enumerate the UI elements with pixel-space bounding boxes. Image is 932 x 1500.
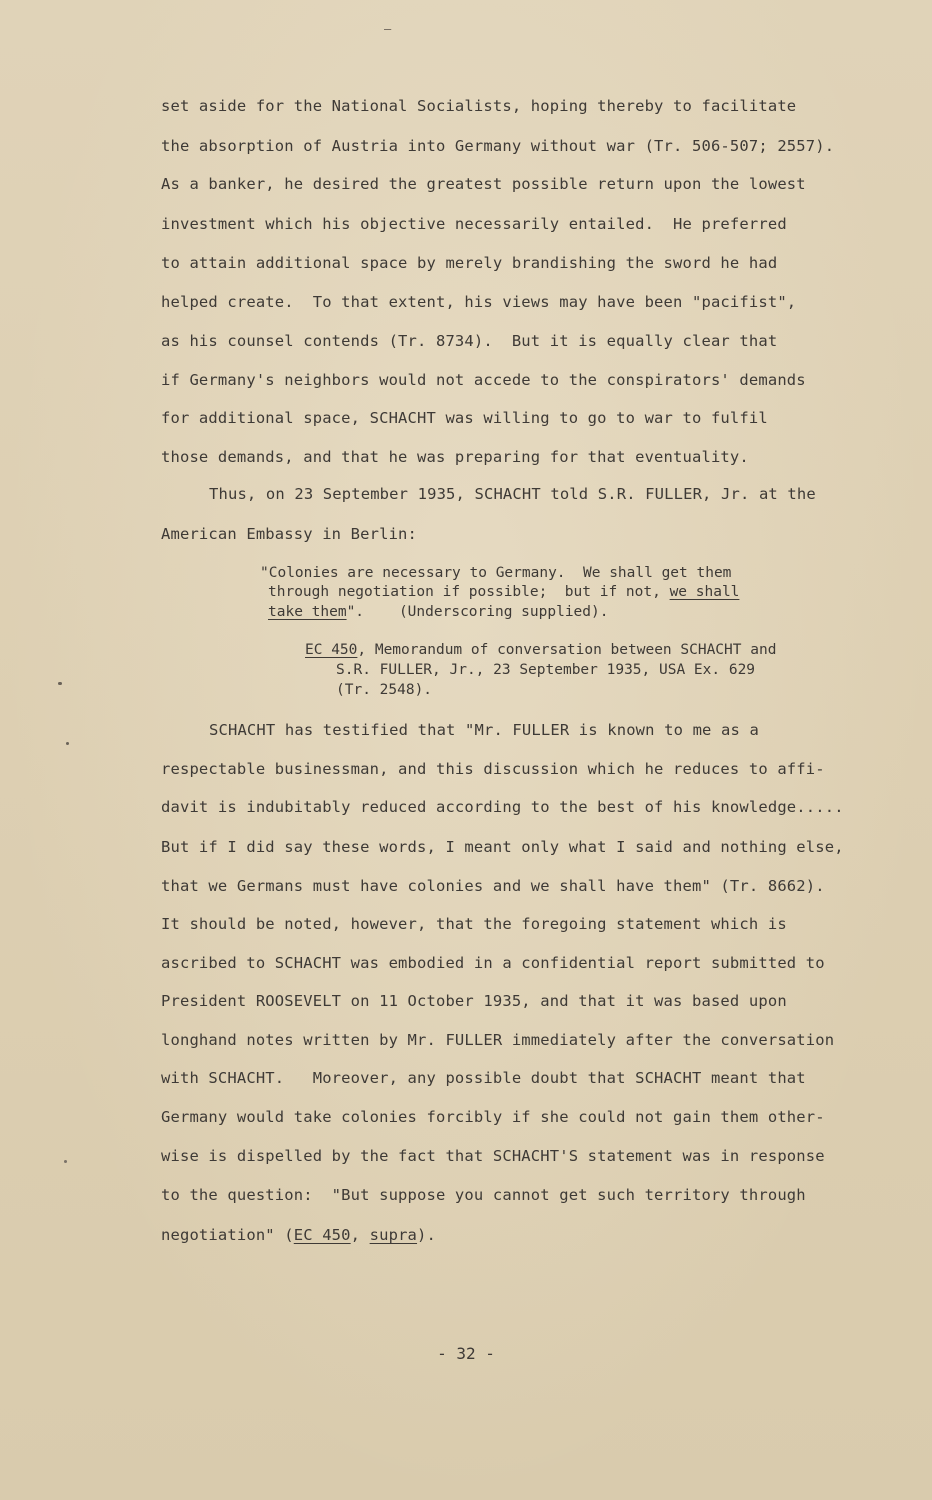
- citation-line: [305, 641, 776, 660]
- top-dash-mark: —: [384, 22, 392, 36]
- body-line: set aside for the National Socialists, hoping thereby to facilitate: [161, 97, 797, 115]
- body-text: ,: [350, 1226, 370, 1244]
- body-line: Germany would take colonies forcibly if she could not gain them other-: [161, 1108, 825, 1126]
- body-line: investment which his objective necessarily entailed. He preferred: [161, 215, 787, 233]
- body-line: longhand notes written by Mr. FULLER immediately after the conversation: [161, 1031, 835, 1049]
- body-line: American Embassy in Berlin:: [161, 525, 418, 543]
- body-line: helped create. To that extent, his views may have been "pacifist",: [161, 293, 797, 311]
- underlined-text: take them: [268, 604, 347, 620]
- citation-doc-id: EC 450: [305, 642, 358, 658]
- citation-text: , Memorandum of conversation between SCHACHT and: [357, 642, 777, 658]
- body-text: ).: [417, 1226, 437, 1244]
- supra-reference: supra: [369, 1226, 418, 1244]
- body-line: to attain additional space by merely brandishing the sword he had: [161, 254, 778, 272]
- quote-text: through negotiation if possible; but if not,: [268, 584, 670, 600]
- body-line: as his counsel contends (Tr. 8734). But it is equally clear that: [161, 332, 778, 350]
- body-line: SCHACHT has testified that "Mr. FULLER is known to me as a: [209, 721, 759, 739]
- block-quote-line: [268, 583, 739, 602]
- exhibit-reference: EC 450: [293, 1226, 351, 1244]
- margin-speck: [58, 682, 62, 685]
- body-line: ascribed to SCHACHT was embodied in a confidential report submitted to: [161, 954, 825, 972]
- body-line: for additional space, SCHACHT was willing to go to war to fulfil: [161, 409, 768, 427]
- body-line: if Germany's neighbors would not accede to the conspirators' demands: [161, 371, 806, 389]
- body-line: wise is dispelled by the fact that SCHACHT'S statement was in response: [161, 1147, 825, 1165]
- body-line: the absorption of Austria into Germany without war (Tr. 506-507; 2557).: [161, 137, 835, 155]
- body-line: Thus, on 23 September 1935, SCHACHT told S.R. FULLER, Jr. at the: [209, 485, 816, 503]
- body-line: davit is indubitably reduced according to the best of his knowledge.....: [161, 798, 844, 816]
- underlined-text: we shall: [669, 584, 740, 600]
- block-quote-line: [268, 603, 608, 622]
- body-line: But if I did say these words, I meant only what I said and nothing else,: [161, 838, 844, 856]
- body-text: negotiation" (: [161, 1226, 294, 1244]
- citation-line: (Tr. 2548).: [336, 682, 433, 698]
- body-line: to the question: "But suppose you cannot get such territory through: [161, 1186, 806, 1204]
- body-line: that we Germans must have colonies and we shall have them" (Tr. 8662).: [161, 877, 825, 895]
- body-line: It should be noted, however, that the foregoing statement which is: [161, 915, 787, 933]
- page-number: - 32 -: [437, 1344, 495, 1363]
- body-line: President ROOSEVELT on 11 October 1935, and that it was based upon: [161, 992, 787, 1010]
- body-line: [161, 1225, 436, 1245]
- citation-line: S.R. FULLER, Jr., 23 September 1935, USA Ex. 629: [336, 662, 756, 678]
- body-line: with SCHACHT. Moreover, any possible doubt that SCHACHT meant that: [161, 1069, 806, 1087]
- margin-speck: [66, 742, 69, 745]
- body-line: those demands, and that he was preparing for that eventuality.: [161, 448, 749, 466]
- body-line: respectable businessman, and this discussion which he reduces to affi-: [161, 760, 825, 778]
- body-line: As a banker, he desired the greatest possible return upon the lowest: [161, 175, 806, 193]
- block-quote-line: "Colonies are necessary to Germany. We shall get them: [260, 565, 732, 581]
- quote-text: ". (Underscoring supplied).: [346, 604, 609, 620]
- margin-speck: [64, 1160, 67, 1163]
